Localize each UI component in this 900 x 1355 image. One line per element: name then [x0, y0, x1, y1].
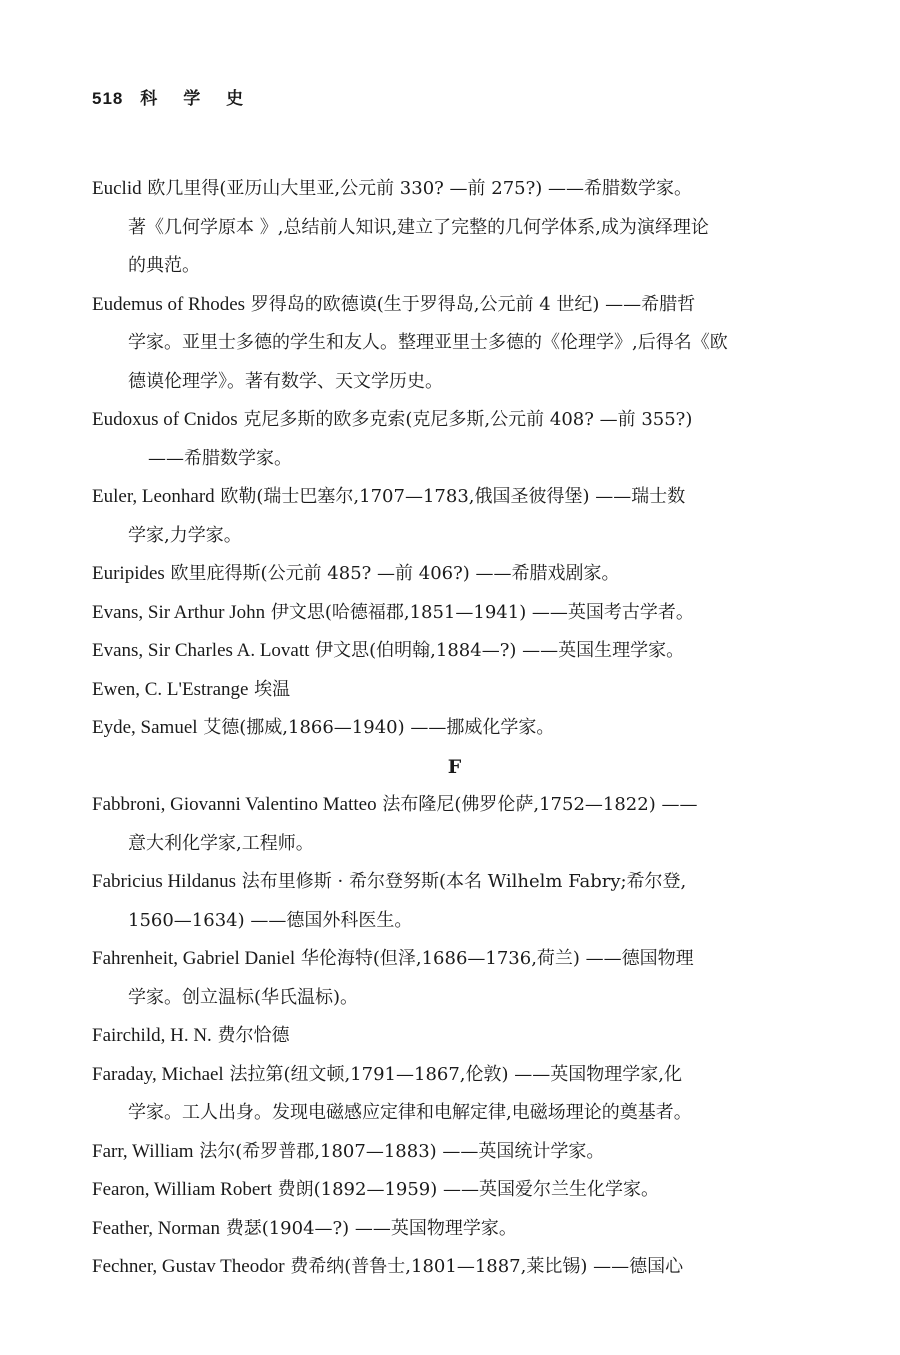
- glossary-entry: [92, 286, 817, 402]
- entry-description: 费瑟(1904—?) ——英国物理学家。: [219, 1217, 517, 1239]
- entry-latin-name: Eyde, Samuel: [92, 717, 198, 738]
- section-letter-f: F: [447, 755, 462, 778]
- glossary-entry: [92, 709, 817, 748]
- glossary-entry: [92, 632, 817, 671]
- entry-continuation: 学家。创立温标(华氏温标)。: [128, 986, 359, 1008]
- entry-description: 费希纳(普鲁士,1801—1887,莱比锡) ——德国心: [284, 1256, 684, 1277]
- entry-first-line: [92, 1133, 817, 1172]
- entry-first-line: [92, 709, 817, 748]
- entry-first-line: [92, 1248, 817, 1287]
- entry-latin-name: Farr, William: [92, 1140, 194, 1162]
- glossary-entry: [92, 170, 817, 286]
- entry-description: 法尔(希罗普郡,1807—1883) ——英国统计学家。: [193, 1140, 605, 1162]
- entry-first-line: [92, 170, 817, 209]
- entry-description: 欧里庇得斯(公元前 485? —前 406?) ——希腊戏剧家。: [164, 563, 620, 584]
- entry-first-line: [92, 478, 817, 517]
- entry-description: 欧勒(瑞士巴塞尔,1707—1783,俄国圣彼得堡) ——瑞士数: [214, 486, 686, 507]
- glossary-entry: [92, 1133, 817, 1172]
- entry-latin-name: Fairchild, H. N.: [92, 1025, 212, 1046]
- entry-first-line: [92, 786, 817, 825]
- entry-latin-name: Fahrenheit, Gabriel Daniel: [92, 948, 296, 969]
- entry-continuation: 意大利化学家,工程师。: [128, 832, 314, 854]
- entry-latin-name: Feather, Norman: [92, 1217, 220, 1239]
- entry-first-line: [92, 594, 817, 633]
- glossary-entry: [92, 1056, 817, 1133]
- entry-latin-name: Fechner, Gustav Theodor: [92, 1256, 285, 1277]
- glossary-entry: [92, 594, 817, 633]
- entry-continuation: ——希腊数学家。: [148, 447, 292, 469]
- entry-latin-name: Evans, Sir Arthur John: [92, 601, 266, 623]
- entry-latin-name: Euler, Leonhard: [92, 486, 215, 507]
- running-title: 科 学 史: [140, 89, 254, 109]
- glossary-entry: [92, 555, 817, 594]
- entries-section-e: [92, 170, 817, 748]
- entry-latin-name: Fabbroni, Giovanni Valentino Matteo: [92, 794, 377, 815]
- entry-latin-name: Fabricius Hildanus: [92, 871, 237, 892]
- entry-first-line: [92, 632, 817, 671]
- entry-first-line: [92, 863, 817, 902]
- entry-first-line: [92, 1210, 817, 1249]
- entry-description: 伊文思(伯明翰,1884—?) ——英国生理学家。: [309, 640, 685, 661]
- entry-description: 法拉第(纽文顿,1791—1867,伦敦) ——英国物理学家,化: [223, 1063, 682, 1085]
- entry-continuation: 著《几何学原本 》,总结前人知识,建立了完整的几何学体系,成为演绎理论: [128, 216, 709, 238]
- entry-description: 华伦海特(但泽,1686—1736,荷兰) ——德国物理: [295, 948, 694, 969]
- entries-section-f: [92, 786, 817, 1287]
- glossary-entry: [92, 1248, 817, 1287]
- entry-latin-name: Evans, Sir Charles A. Lovatt: [92, 640, 310, 661]
- entry-first-line: [92, 1017, 817, 1056]
- entry-continuation: 德谟伦理学》。著有数学、天文学历史。: [128, 370, 443, 392]
- entry-description: 法布里修斯 · 希尔登努斯(本名 Wilhelm Fabry;希尔登,: [236, 871, 687, 892]
- entry-latin-name: Faraday, Michael: [92, 1063, 224, 1085]
- running-head: [92, 84, 253, 109]
- entry-description: 罗得岛的欧德谟(生于罗得岛,公元前 4 世纪) ——希腊哲: [245, 293, 696, 315]
- entry-description: 克尼多斯的欧多克索(克尼多斯,公元前 408? —前 355?): [237, 409, 693, 430]
- entry-continuation: 1560—1634) ——德国外科医生。: [128, 909, 413, 931]
- entry-latin-name: Eudemus of Rhodes: [92, 293, 246, 315]
- glossary-entry: [92, 671, 817, 710]
- entry-description: 欧几里得(亚历山大里亚,公元前 330? —前 275?) ——希腊数学家。: [141, 178, 692, 199]
- glossary-entry: [92, 1017, 817, 1056]
- glossary-entry: [92, 786, 817, 863]
- entry-continuation: 的典范。: [128, 255, 200, 276]
- entry-latin-name: Euclid: [92, 178, 142, 199]
- entry-continuation: 学家,力学家。: [128, 524, 242, 546]
- entry-first-line: [92, 1171, 817, 1210]
- entry-first-line: [92, 1056, 817, 1095]
- entry-latin-name: Euripides: [92, 563, 165, 584]
- glossary-entry: [92, 863, 817, 940]
- entry-description: 伊文思(哈德福郡,1851—1941) ——英国考古学者。: [265, 601, 694, 623]
- page-number: 518: [92, 89, 124, 108]
- entry-description: 费朗(1892—1959) ——英国爱尔兰生化学家。: [271, 1179, 659, 1200]
- glossary-entry: [92, 401, 817, 478]
- entry-first-line: [92, 671, 817, 710]
- entry-continuation: 学家。亚里士多德的学生和友人。整理亚里士多德的《伦理学》,后得名《欧: [128, 332, 728, 353]
- entry-first-line: [92, 940, 817, 979]
- glossary-entry: [92, 1210, 817, 1249]
- entry-first-line: [92, 555, 817, 594]
- entry-first-line: [92, 286, 817, 325]
- entry-latin-name: Ewen, C. L'Estrange: [92, 678, 249, 700]
- entry-description: 埃温: [248, 678, 291, 700]
- glossary-entries: [92, 170, 817, 1287]
- entry-description: 艾德(挪威,1866—1940) ——挪威化学家。: [197, 717, 555, 738]
- entry-latin-name: Fearon, William Robert: [92, 1179, 272, 1200]
- glossary-entry: [92, 478, 817, 555]
- glossary-entry: [92, 1171, 817, 1210]
- entry-description: 费尔恰德: [211, 1025, 290, 1046]
- entry-latin-name: Eudoxus of Cnidos: [92, 409, 238, 430]
- entry-continuation: 学家。工人出身。发现电磁感应定律和电解定律,电磁场理论的奠基者。: [128, 1102, 692, 1123]
- entry-first-line: [92, 401, 817, 440]
- glossary-entry: [92, 940, 817, 1017]
- entry-description: 法布隆尼(佛罗伦萨,1752—1822) ——: [376, 794, 698, 815]
